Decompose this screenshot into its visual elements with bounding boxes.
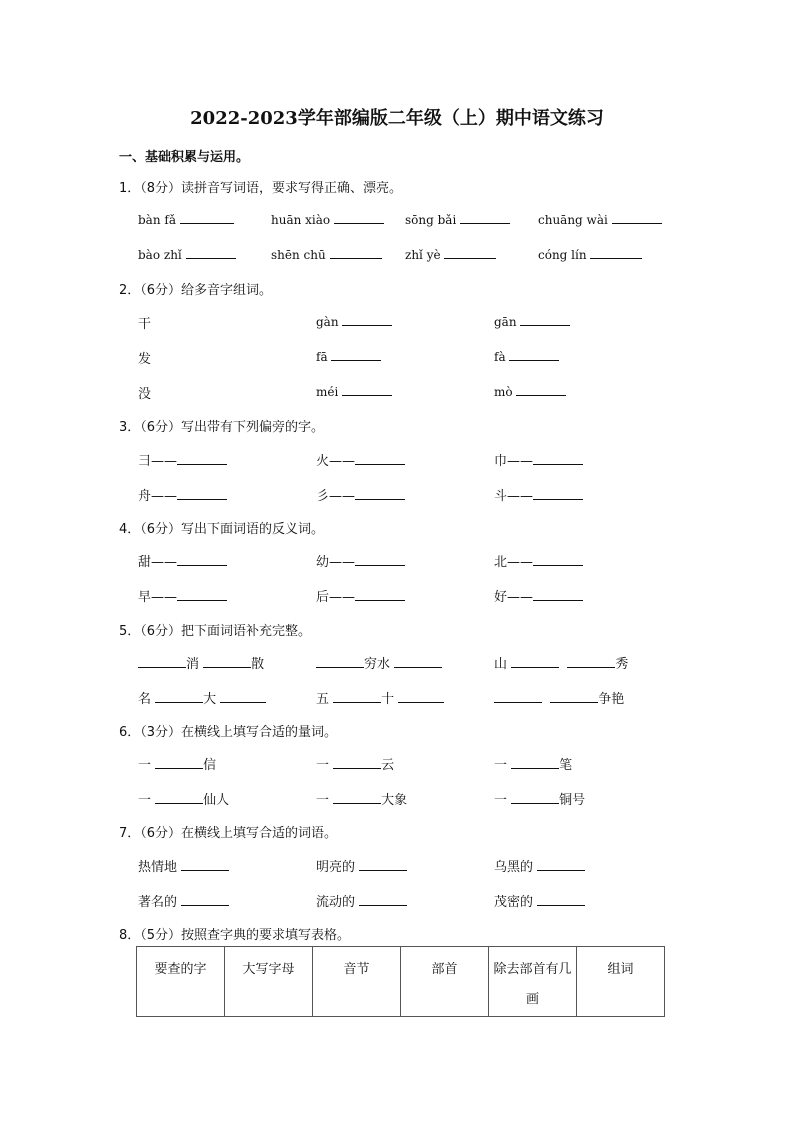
question-2-stem: 2．（6分）给多音字组词。 <box>119 283 273 298</box>
pinyin-item: bào zhǐ <box>138 246 236 262</box>
question-1-stem: 1．（8分）读拼音写词语，要求写得正确、漂亮。 <box>119 181 403 196</box>
radical-item: 舟—— <box>138 485 227 504</box>
antonym-item: 北—— <box>494 551 583 570</box>
idiom-item: 争艳 <box>494 688 624 707</box>
antonym-item: 好—— <box>494 586 583 605</box>
measure-word-item: 一 笔 <box>494 758 573 773</box>
antonym-item: 甜—— <box>138 551 227 570</box>
word-item: 热情地 <box>138 856 229 875</box>
idiom-item: 消 散 <box>138 653 264 672</box>
polyphone-char: 发 <box>138 352 152 367</box>
antonym-item: 后—— <box>316 586 405 605</box>
pinyin-item: bàn fǎ <box>138 211 234 227</box>
pinyin-item: fà <box>494 348 559 364</box>
idiom-item: 五 十 <box>316 688 444 707</box>
question-4-stem: 4．（6分）写出下面词语的反义词。 <box>119 522 325 537</box>
word-item: 茂密的 <box>494 891 585 910</box>
table-header-cell: 部首 <box>401 947 489 1017</box>
table-header-cell: 音节 <box>313 947 401 1017</box>
question-3-stem: 3．（6分）写出带有下列偏旁的字。 <box>119 420 325 435</box>
idiom-item: 穷水 <box>316 653 442 672</box>
radical-item: 斗—— <box>494 485 583 504</box>
measure-word-item: 一 铜号 <box>494 793 586 808</box>
measure-word-item: 一 云 <box>316 758 395 773</box>
radical-item: 巾—— <box>494 450 583 469</box>
dictionary-table <box>136 946 665 1017</box>
word-item: 乌黑的 <box>494 856 585 875</box>
section-heading: 一、基础积累与运用。 <box>119 150 250 165</box>
antonym-item: 幼—— <box>316 551 405 570</box>
pinyin-item: mò <box>494 383 566 399</box>
measure-word-item: 一 大象 <box>316 793 408 808</box>
table-header-cell: 大写字母 <box>225 947 313 1017</box>
measure-word-item: 一 仙人 <box>138 793 230 808</box>
table-header-cell: 除去部首有几画 <box>489 947 577 1017</box>
polyphone-char: 干 <box>138 317 152 332</box>
table-header-row <box>137 947 665 1017</box>
question-6-stem: 6．（3分）在横线上填写合适的量词。 <box>119 725 338 740</box>
page-title: 2022-2023学年部编版二年级（上）期中语文练习 <box>190 108 604 129</box>
antonym-item: 早—— <box>138 586 227 605</box>
pinyin-item: gàn <box>316 313 392 329</box>
question-7-stem: 7．（6分）在横线上填写合适的词语。 <box>119 826 338 841</box>
radical-item: 彐—— <box>138 450 227 469</box>
pinyin-item: fā <box>316 348 381 364</box>
word-item: 著名的 <box>138 891 229 910</box>
table-header-cell: 要查的字 <box>137 947 225 1017</box>
pinyin-item: méi <box>316 383 392 399</box>
radical-item: 彡—— <box>316 485 405 504</box>
pinyin-item: gān <box>494 313 570 329</box>
pinyin-item: chuāng wài <box>538 211 662 227</box>
pinyin-item: zhǐ yè <box>405 246 496 262</box>
pinyin-item: huān xiào <box>271 211 384 227</box>
question-5-stem: 5．（6分）把下面词语补充完整。 <box>119 624 312 639</box>
pinyin-item: sōng bǎi <box>405 211 510 227</box>
idiom-item: 名 大 <box>138 688 266 707</box>
question-8-stem: 8．（5分）按照查字典的要求填写表格。 <box>119 928 351 943</box>
pinyin-item: cóng lín <box>538 246 642 262</box>
table-header-cell: 组词 <box>577 947 665 1017</box>
polyphone-char: 没 <box>138 387 152 402</box>
measure-word-item: 一 信 <box>138 758 217 773</box>
radical-item: 火—— <box>316 450 405 469</box>
idiom-item: 山 秀 <box>494 657 629 672</box>
pinyin-item: shēn chū <box>271 246 382 262</box>
word-item: 流动的 <box>316 891 407 910</box>
word-item: 明亮的 <box>316 856 407 875</box>
